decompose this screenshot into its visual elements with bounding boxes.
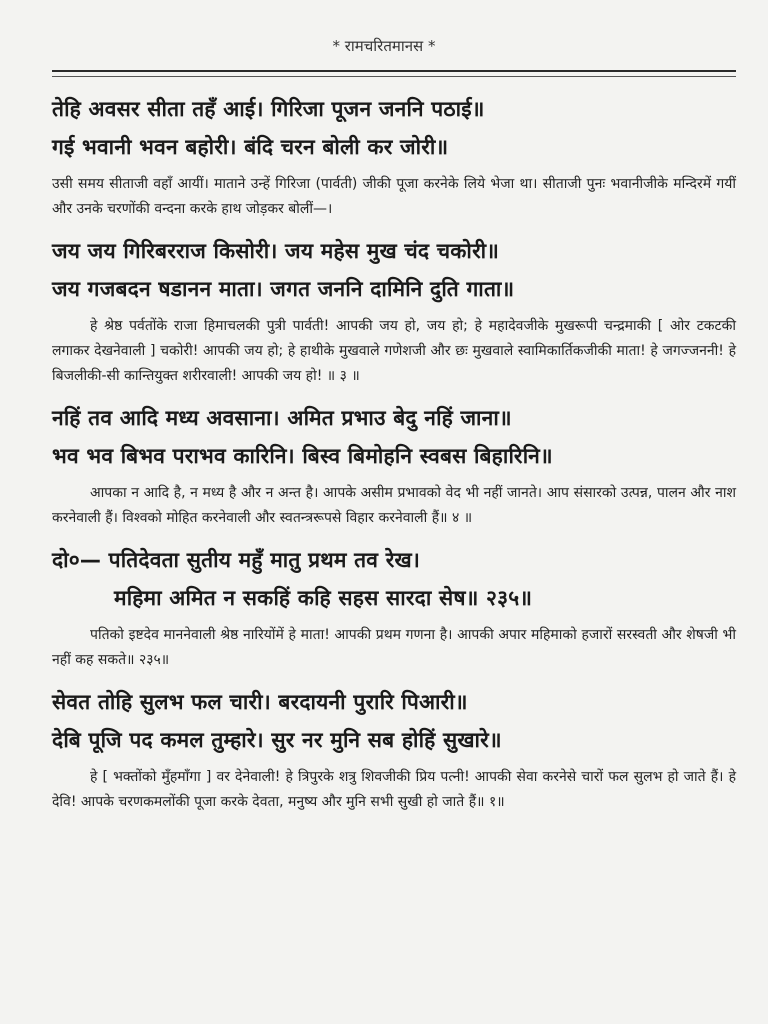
verse-line: सेवत तोहि सुलभ फल चारी। बरदायनी पुरारि पिआरी॥ xyxy=(52,690,468,714)
verse-line: भव भव बिभव पराभव कारिनि। बिस्व बिमोहनि स्वबस बिहारिनि॥ xyxy=(52,444,553,468)
header-rule xyxy=(52,70,736,72)
translation-paragraph: उसी समय सीताजी वहाँ आयीं। माताने उन्हें गिरिजा (पार्वती) जीकी पूजा करनेके लिये भेजा था। सीताजी पुनः भवानीजीके मन्दिरमें गयीं और उनके चरणोंकी वन्दना करके हाथ जोड़कर बोलीं—। xyxy=(52,176,736,217)
page-content xyxy=(52,90,736,825)
translation-paragraph: हे [ भक्तोंको मुँहमाँगा ] वर देनेवाली! हे त्रिपुरके शत्रु शिवजीकी प्रिय पत्नी! आपकी सेवा करनेसे चारों फल सुलभ हो जाते हैं। हे देवि! आपके चरणकमलोंकी पूजा करके देवता, मनुष्य और मुनि सभी सुखी हो जाते हैं॥ १॥ xyxy=(52,769,736,810)
translation-paragraph: आपका न आदि है, न मध्य है और न अन्त है। आपके असीम प्रभावको वेद भी नहीं जानते। आप संसारको उत्पन्न, पालन और नाश करनेवाली हैं। विश्वको मोहित करनेवाली और स्वतन्त्ररूपसे विहार करनेवाली हैं॥ ४ ॥ xyxy=(52,485,736,526)
translation-paragraph: पतिको इष्टदेव माननेवाली श्रेष्ठ नारियोंमें हे माता! आपकी प्रथम गणना है। आपकी अपार महिमाको हजारों सरस्वती और शेषजी भी नहीं कह सकते॥ २३५॥ xyxy=(52,627,736,668)
verse-line: नहिं तव आदि मध्य अवसाना। अमित प्रभाउ बेदु नहिं जाना॥ xyxy=(52,406,512,430)
translation-paragraph: हे श्रेष्ठ पर्वतोंके राजा हिमाचलकी पुत्री पार्वती! आपकी जय हो, जय हो; हे महादेवजीके मुखरूपी चन्द्रमाकी [ ओर टकटकी लगाकर देखनेवाली ] चकोरी! आपकी जय हो; हे हाथीके मुखवाले गणेशजी और छः मुखवाले स्वामिकार्तिकजीकी माता! हे जगज्जननी! हे बिजलीकी-सी कान्तियुक्त शरीरवाली! आपकी जय हो! ॥ ३ ॥ xyxy=(52,318,736,384)
stanza-block xyxy=(52,90,736,222)
verse-line: तेहि अवसर सीता तहँ आई। गिरिजा पूजन जननि पठाई॥ xyxy=(52,97,485,121)
verse-line: देबि पूजि पद कमल तुम्हारे। सुर नर मुनि सब होहिं सुखारे॥ xyxy=(52,728,502,752)
doha-block xyxy=(52,541,736,673)
verse-line: जय गजबदन षडानन माता। जगत जननि दामिनि दुति गाता॥ xyxy=(52,277,515,301)
doha-line: दो०— पतिदेवता सुतीय महुँ मातु प्रथम तव रेख। xyxy=(52,548,421,572)
running-header: * रामचरितमानस * xyxy=(332,37,436,55)
stanza-block xyxy=(52,232,736,389)
verse-line: गई भवानी भवन बहोरी। बंदि चरन बोली कर जोरी॥ xyxy=(52,135,449,159)
stanza-block xyxy=(52,399,736,531)
stanza-block xyxy=(52,683,736,815)
header-rule-thin xyxy=(52,76,736,77)
verse-line: जय जय गिरिबरराज किसोरी। जय महेस मुख चंद चकोरी॥ xyxy=(52,239,500,263)
doha-line: महिमा अमित न सकहिं कहि सहस सारदा सेष॥ २३५॥ xyxy=(114,586,533,610)
